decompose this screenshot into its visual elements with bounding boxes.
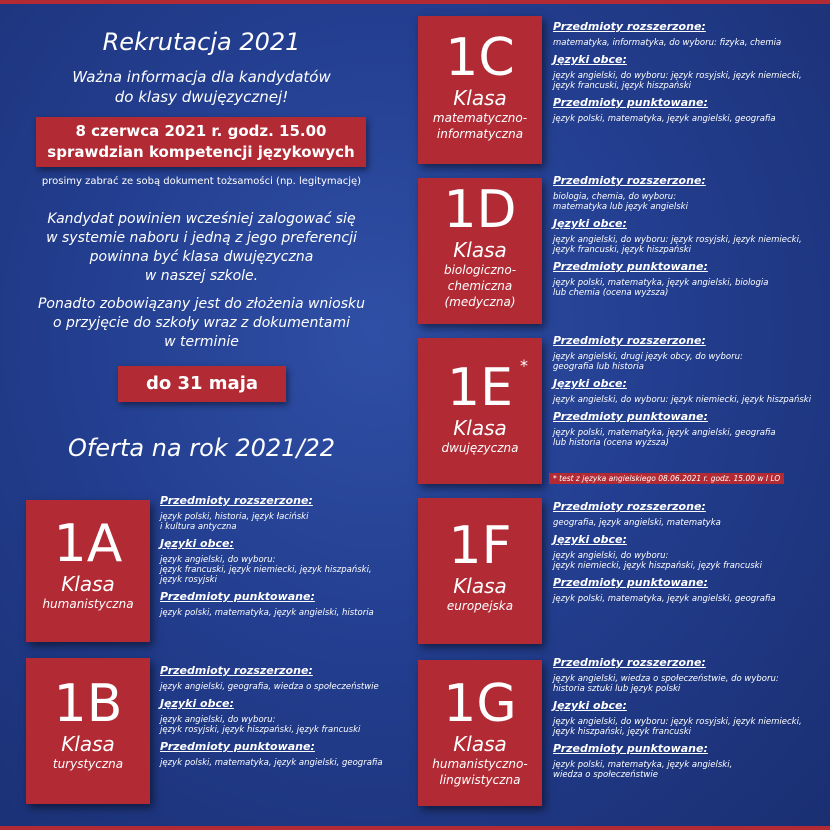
- offer-title: Oferta na rok 2021/22: [67, 434, 336, 462]
- class-1a-details: [160, 494, 425, 623]
- text-line: język polski, matematyka, język angielski, geografia: [553, 594, 776, 604]
- application-paragraph: [0, 295, 403, 352]
- languages-text: [160, 555, 425, 585]
- text-line: język hiszpański, język francuski: [553, 727, 692, 737]
- scored-text: [553, 114, 818, 124]
- bottom-accent-bar: [0, 826, 830, 830]
- class-profile: informatyczna: [436, 127, 524, 141]
- scored-heading: Przedmioty punktowane:: [553, 742, 708, 755]
- text-line: język angielski, wiedza o społeczeństwie, do wyboru:: [553, 674, 779, 684]
- text-line: język francuski, język hiszpański: [553, 81, 692, 91]
- class-profile: turystyczna: [52, 757, 124, 771]
- subtitle-line: do klasy dwujęzycznej!: [114, 88, 289, 106]
- class-word: Klasa: [453, 732, 507, 756]
- languages-heading: Języki obce:: [553, 217, 627, 230]
- scored-text: [160, 758, 425, 768]
- text-line: język rosyjski, język hiszpański, język francuski: [160, 725, 361, 735]
- scored-heading: Przedmioty punktowane:: [160, 590, 315, 603]
- class-word: Klasa: [61, 572, 115, 596]
- languages-text: [160, 715, 425, 735]
- class-profile: humanistyczna: [42, 597, 134, 611]
- class-1d-badge: [418, 178, 542, 324]
- class-1f-details: [553, 500, 818, 609]
- class-code: 1A: [53, 514, 123, 574]
- class-code: 1D: [443, 180, 517, 240]
- text-line: język angielski, do wyboru: język rosyjski, język niemiecki,: [553, 71, 802, 81]
- top-accent-bar: [0, 0, 830, 4]
- scored-text: [553, 760, 818, 780]
- extended-heading: Przedmioty rozszerzone:: [553, 20, 706, 33]
- extended-heading: Przedmioty rozszerzone:: [553, 334, 706, 347]
- languages-text: [553, 71, 818, 91]
- text-line: język polski, matematyka, język angielski, geografia: [553, 428, 776, 438]
- class-code: 1G: [443, 674, 517, 734]
- class-word: Klasa: [453, 574, 507, 598]
- languages-heading: Języki obce:: [160, 537, 234, 550]
- paragraph-line: w terminie: [164, 334, 239, 350]
- text-line: język polski, matematyka, język angielski, geografia: [160, 758, 383, 768]
- scored-text: [553, 278, 818, 298]
- text-line: język angielski, do wyboru: język niemiecki, język hiszpański: [553, 395, 812, 405]
- class-code: 1B: [53, 674, 123, 734]
- paragraph-line: o przyjęcie do szkoły wraz z dokumentami: [53, 315, 350, 331]
- paragraph-line: Kandydat powinien wcześniej zalogować się: [47, 211, 356, 227]
- text-line: geografia, język angielski, matematyka: [553, 518, 721, 528]
- page-title: Rekrutacja 2021: [102, 28, 301, 56]
- text-line: język angielski, do wyboru:: [160, 555, 276, 565]
- text-line: język polski, historia, język łaciński: [160, 512, 309, 522]
- class-profile: matematyczno-: [432, 111, 528, 125]
- class-1b-details: [160, 664, 425, 773]
- class-1c-badge: [418, 16, 542, 164]
- paragraph-line: Ponadto zobowiązany jest do złożenia wniosku: [37, 296, 366, 312]
- text-line: język polski, matematyka, język angielski, biologia: [553, 278, 769, 288]
- extended-text: [160, 512, 425, 532]
- scored-heading: Przedmioty punktowane:: [553, 576, 708, 589]
- extended-heading: Przedmioty rozszerzone:: [160, 664, 313, 677]
- deadline-banner: do 31 maja: [118, 366, 286, 402]
- extended-text: [553, 38, 818, 48]
- class-1g-badge: [418, 660, 542, 806]
- languages-heading: Języki obce:: [553, 699, 627, 712]
- text-line: język francuski, język niemiecki, język hiszpański,: [160, 565, 372, 575]
- languages-text: [553, 717, 818, 737]
- paragraph-line: w naszej szkole.: [144, 268, 259, 284]
- text-line: wiedza o społeczeństwie: [553, 770, 658, 780]
- text-line: lub chemia (ocena wyższa): [553, 288, 669, 298]
- class-profile: europejska: [446, 599, 514, 613]
- scored-heading: Przedmioty punktowane:: [160, 740, 315, 753]
- paragraph-line: powinna być klasa dwujęzyczna: [89, 249, 314, 265]
- text-line: matematyka lub język angielski: [553, 202, 688, 212]
- class-profile: humanistyczno-: [432, 757, 528, 771]
- text-line: lub historia (ocena wyższa): [553, 438, 669, 448]
- languages-heading: Języki obce:: [553, 53, 627, 66]
- languages-heading: Języki obce:: [553, 377, 627, 390]
- scored-heading: Przedmioty punktowane:: [553, 260, 708, 273]
- subtitle-line: Ważna informacja dla kandydatów: [72, 68, 331, 86]
- text-line: język angielski, geografia, wiedza o społeczeństwie: [160, 682, 379, 692]
- languages-heading: Języki obce:: [553, 533, 627, 546]
- text-line: język rosyjski: [160, 575, 217, 585]
- languages-text: [553, 551, 818, 571]
- class-1e-badge: [418, 338, 542, 484]
- class-word: Klasa: [453, 416, 507, 440]
- class-profile: (medyczna): [444, 295, 516, 309]
- class-1b-badge: [26, 658, 150, 804]
- languages-text: [553, 235, 818, 255]
- extended-heading: Przedmioty rozszerzone:: [553, 174, 706, 187]
- extended-text: [553, 352, 818, 372]
- page-subtitle: [0, 67, 403, 107]
- paragraph-line: w systemie naboru i jedną z jego preferencji: [46, 230, 357, 246]
- text-line: język angielski, do wyboru: język rosyjski, język niemiecki,: [553, 717, 802, 727]
- text-line: i kultura antyczna: [160, 522, 237, 532]
- scored-text: [160, 608, 425, 618]
- scored-heading: Przedmioty punktowane:: [553, 410, 708, 423]
- class-1g-details: [553, 656, 818, 785]
- text-line: matematyka, informatyka, do wyboru: fizyka, chemia: [553, 38, 782, 48]
- class-code: 1E: [447, 358, 513, 418]
- class-1f-badge: [418, 498, 542, 644]
- id-document-note: prosimy zabrać ze sobą dokument tożsamości (np. legitymację): [41, 176, 362, 187]
- text-line: język francuski, język hiszpański: [553, 245, 692, 255]
- class-profile: lingwistyczna: [439, 773, 521, 787]
- extended-heading: Przedmioty rozszerzone:: [553, 656, 706, 669]
- text-line: język angielski, do wyboru:: [160, 715, 276, 725]
- scored-heading: Przedmioty punktowane:: [553, 96, 708, 109]
- text-line: język polski, matematyka, język angielski,: [553, 760, 733, 770]
- extended-heading: Przedmioty rozszerzone:: [160, 494, 313, 507]
- extended-text: [553, 518, 818, 528]
- languages-text: [553, 395, 818, 405]
- class-1e-details: [553, 334, 818, 453]
- class-1d-details: [553, 174, 818, 303]
- text-line: historia sztuki lub język polski: [553, 684, 681, 694]
- scored-text: [553, 594, 818, 604]
- asterisk-mark: *: [520, 356, 528, 375]
- class-1c-details: [553, 20, 818, 129]
- exam-date-banner: [36, 117, 366, 167]
- class-profile: chemiczna: [447, 279, 513, 293]
- extended-text: [160, 682, 425, 692]
- class-profile: dwujęzyczna: [441, 441, 519, 455]
- text-line: język niemiecki, język hiszpański, język francuski: [553, 561, 762, 571]
- extended-heading: Przedmioty rozszerzone:: [553, 500, 706, 513]
- text-line: język polski, matematyka, język angielski, geografia: [553, 114, 776, 124]
- class-code: 1C: [445, 28, 515, 88]
- exam-description: sprawdzian kompetencji językowych: [47, 143, 355, 161]
- text-line: język angielski, do wyboru:: [553, 551, 669, 561]
- english-test-note: * test z języka angielskiego 08.06.2021 r. godz. 15.00 w I LO: [549, 473, 784, 484]
- class-word: Klasa: [453, 86, 507, 110]
- text-line: język polski, matematyka, język angielski, historia: [160, 608, 374, 618]
- extended-text: [553, 192, 818, 212]
- extended-text: [553, 674, 818, 694]
- text-line: geografia lub historia: [553, 362, 644, 372]
- login-paragraph: [0, 210, 403, 286]
- class-code: 1F: [448, 516, 512, 576]
- text-line: język angielski, do wyboru: język rosyjski, język niemiecki,: [553, 235, 802, 245]
- languages-heading: Języki obce:: [160, 697, 234, 710]
- exam-date: 8 czerwca 2021 r. godz. 15.00: [75, 122, 327, 140]
- class-word: Klasa: [61, 732, 115, 756]
- text-line: język angielski, drugi język obcy, do wyboru:: [553, 352, 743, 362]
- class-profile: biologiczno-: [443, 263, 517, 277]
- text-line: biologia, chemia, do wyboru:: [553, 192, 677, 202]
- scored-text: [553, 428, 818, 448]
- class-1a-badge: [26, 500, 150, 642]
- class-word: Klasa: [453, 238, 507, 262]
